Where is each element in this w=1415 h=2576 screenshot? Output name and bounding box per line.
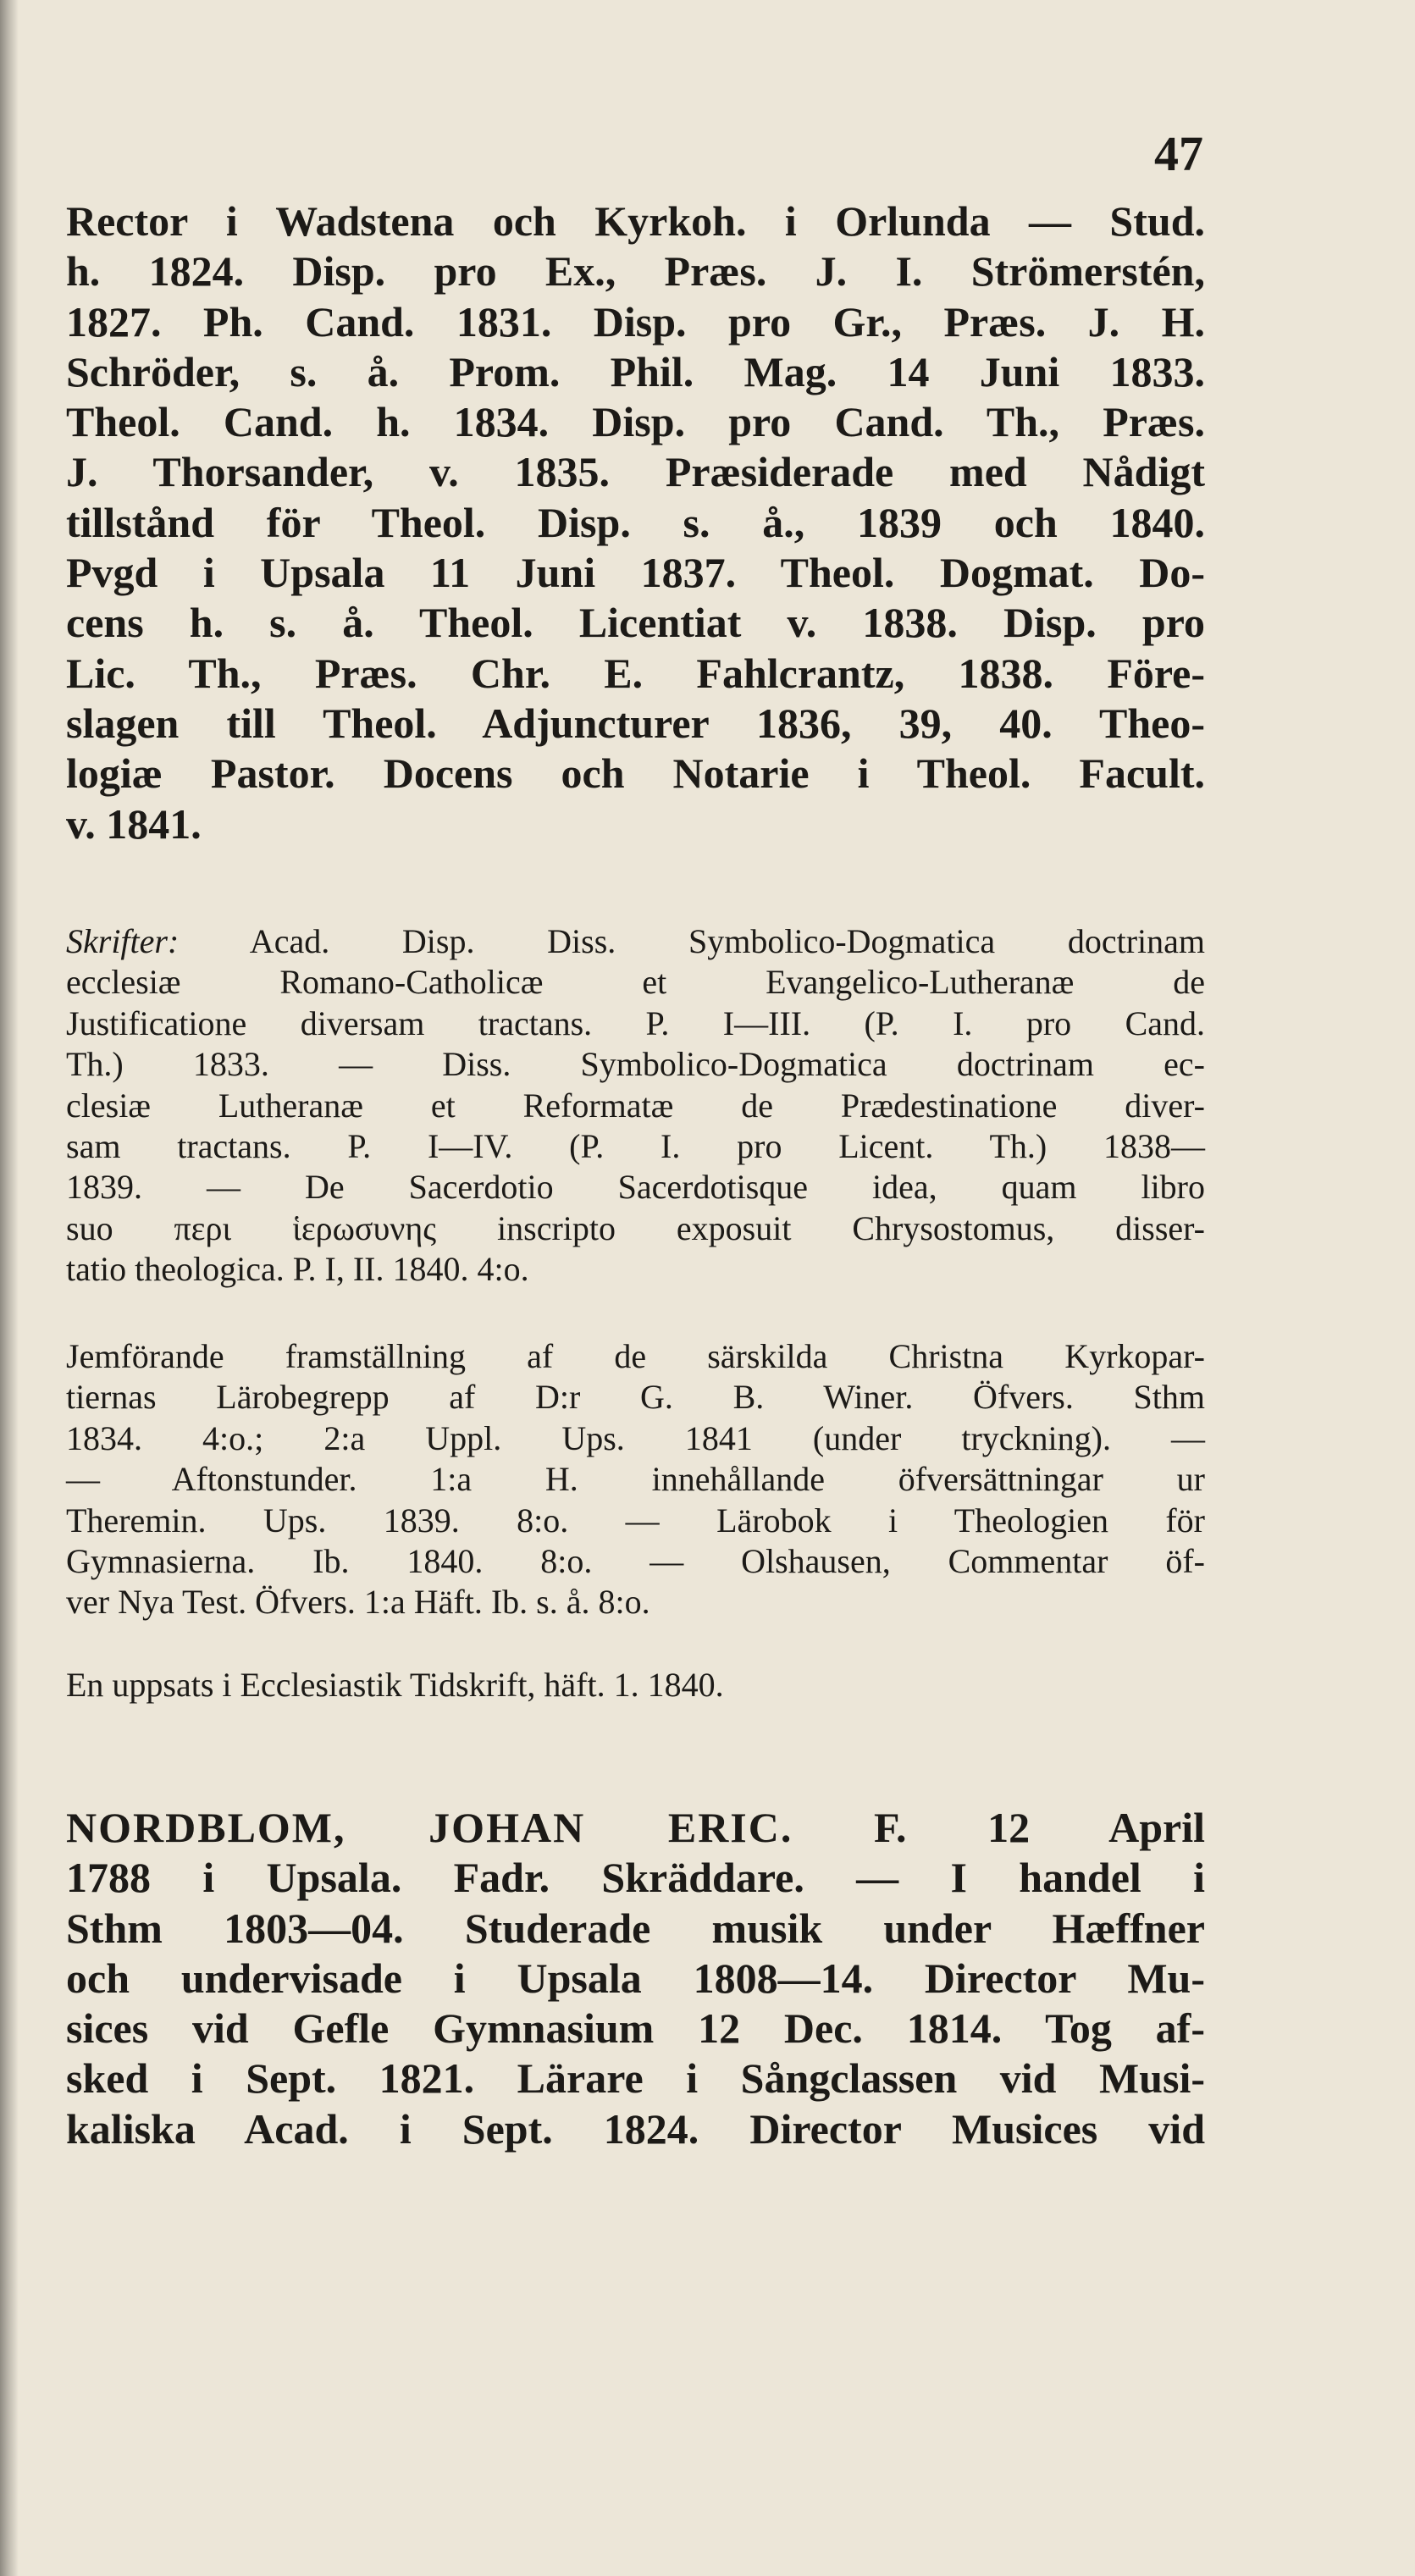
text-line: kaliska Acad. i Sept. 1824. Director Musices vid [66, 2104, 1205, 2153]
text-line: Rector i Wadstena och Kyrkoh. i Orlunda — Stud. [66, 197, 1205, 245]
text-line: tatio theologica. P. I, II. 1840. 4:o. [66, 1250, 529, 1289]
text-line: — Aftonstunder. 1:a H. innehållande öfversättningar ur [66, 1460, 1205, 1499]
text-line: Sthm 1803—04. Studerade musik under Hæffner [66, 1904, 1205, 1952]
text-line: 1839. — De Sacerdotio Sacerdotisque idea, quam libro [66, 1168, 1205, 1207]
text-line: Theremin. Ups. 1839. 8:o. — Lärobok i Theologien för [66, 1501, 1205, 1540]
text-line: Justificatione diversam tractans. P. I—III. (P. I. pro Cand. [66, 1003, 1205, 1042]
text-line: ecclesiæ Romano-Catholicæ et Evangelico-Lutheranæ de [66, 963, 1205, 1002]
text-line: suo περι ἱερωσυνης inscripto exposuit Chrysostomus, disser- [66, 1208, 1205, 1247]
text-line: sices vid Gefle Gymnasium 12 Dec. 1814. Tog af- [66, 2004, 1205, 2053]
text-line: Schröder, s. å. Prom. Phil. Mag. 14 Juni 1833. [66, 347, 1205, 395]
page-binding-edge [0, 0, 19, 2576]
entry-biography [66, 196, 1205, 849]
text-line: sked i Sept. 1821. Lärare i Sångclassen vid Musi- [66, 2054, 1205, 2103]
text-line: v. 1841. [66, 799, 202, 848]
text-line: clesiæ Lutheranæ et Reformatæ de Prædestinatione diver- [66, 1086, 1205, 1125]
text-line: 1788 i Upsala. Fadr. Skräddare. — I handel i [66, 1854, 1205, 1902]
text-line: Theol. Cand. h. 1834. Disp. pro Cand. Th., Præs. [66, 398, 1205, 446]
entry-name: NORDBLOM, JOHAN ERIC. [66, 1804, 793, 1851]
text-line: och undervisade i Upsala 1808—14. Director Mu- [66, 1954, 1205, 2002]
page-number: 47 [1154, 126, 1203, 181]
text-line: sam tractans. P. I—IV. (P. I. pro Licent. Th.) 1838— [66, 1127, 1205, 1166]
text-line: 1827. Ph. Cand. 1831. Disp. pro Gr., Præs. J. H. [66, 297, 1205, 345]
entry-nordblom [66, 1803, 1205, 2154]
text-line: slagen till Theol. Adjuncturer 1836, 39, 40. Theo- [66, 699, 1205, 747]
text-line: Th.) 1833. — Diss. Symbolico-Dogmatica doctrinam ec- [66, 1045, 1205, 1084]
writings-translations [66, 1336, 1205, 1623]
text-line: J. Thorsander, v. 1835. Præsiderade med Nådigt [66, 448, 1205, 496]
text-line: tiernas Lärobegrepp af D:r G. B. Winer. Öfvers. Sthm [66, 1378, 1205, 1417]
text-line: logiæ Pastor. Docens och Notarie i Theol. Facult. [66, 749, 1205, 798]
text-line: tillstånd för Theol. Disp. s. å., 1839 och 1840. [66, 498, 1205, 546]
text-line: ver Nya Test. Öfvers. 1:a Häft. Ib. s. å. 8:o. [66, 1583, 650, 1622]
text-line: Lic. Th., Præs. Chr. E. Fahlcrantz, 1838. Före- [66, 649, 1205, 697]
text-line: Pvgd i Upsala 11 Juni 1837. Theol. Dogmat. Do- [66, 549, 1205, 597]
text-line: cens h. s. å. Theol. Licentiat v. 1838. Disp. pro [66, 599, 1205, 647]
text-line: 1834. 4:o.; 2:a Uppl. Ups. 1841 (under tryckning). — [66, 1418, 1205, 1457]
text-line: Gymnasierna. Ib. 1840. 8:o. — Olshausen, Commentar öf- [66, 1542, 1205, 1581]
writings-article [66, 1665, 1205, 1705]
text-line: En uppsats i Ecclesiastik Tidskrift, häft. 1. 1840. [66, 1666, 724, 1704]
writings-label: Skrifter: [66, 922, 180, 960]
writings-list [66, 921, 1205, 1291]
text-line: Skrifter: Acad. Disp. Diss. Symbolico-Dogmatica doctrinam [66, 922, 1205, 960]
text-line: Jemförande framställning af de särskilda Christna Kyrkopar- [66, 1337, 1205, 1375]
text-line: NORDBLOM, JOHAN ERIC. F. 12 April [66, 1804, 1205, 1851]
text-line: h. 1824. Disp. pro Ex., Præs. J. I. Strömerstén, [66, 247, 1205, 296]
